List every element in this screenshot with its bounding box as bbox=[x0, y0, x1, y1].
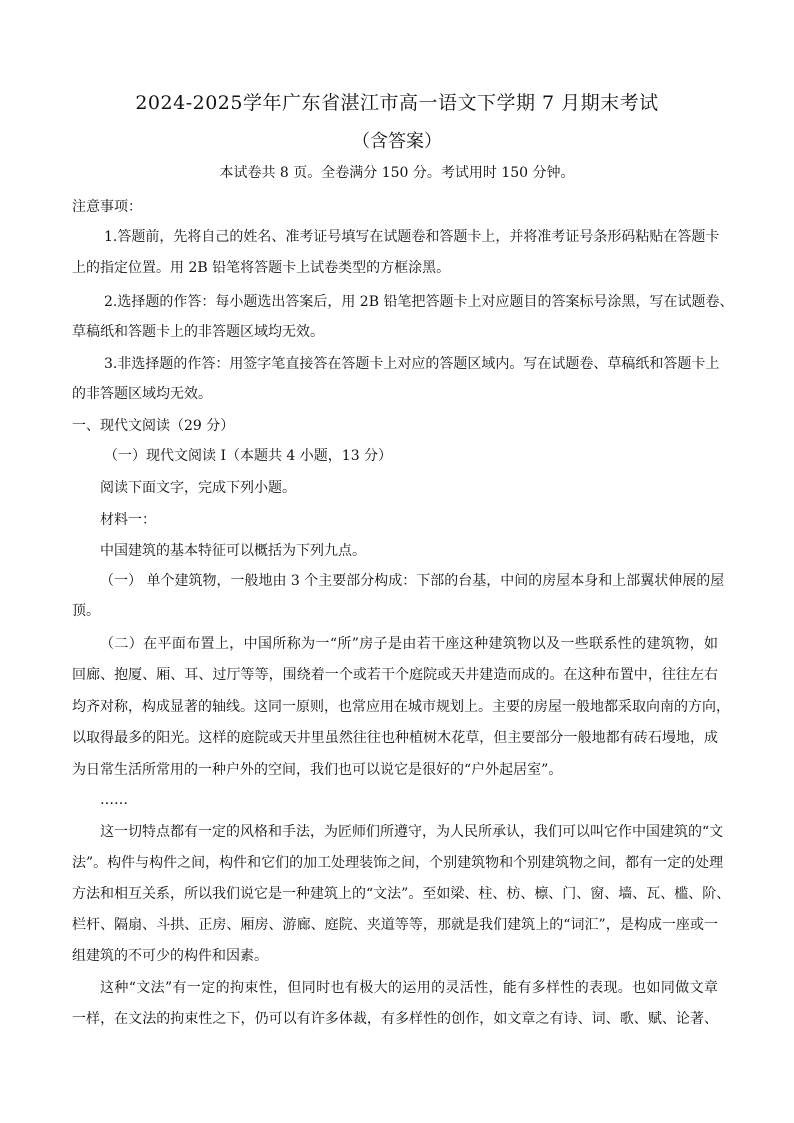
paragraph-cont: 回廊、抱厦、厢、耳、过厅等等，围绕着一个或若干个庭院或天井建造而成的。在这种布置中，往往左右 bbox=[72, 667, 718, 683]
paragraph: （二）在平面布置上，中国所称为一“所”房子是由若干座这种建筑物以及一些联系性的建筑物，如 bbox=[100, 636, 718, 652]
paragraph: 中国建筑的基本特征可以概括为下列九点。 bbox=[100, 543, 366, 559]
section-heading: 一、现代文阅读（29 分） bbox=[72, 418, 235, 434]
paragraph-cont: 组建筑的不可少的构件和因素。 bbox=[72, 948, 268, 964]
paragraph: （一） 单个建筑物，一般地由 3 个主要部分构成：下部的台基，中间的房屋本身和上部翼状伸展的屋 bbox=[100, 573, 725, 589]
paragraph-cont: 以取得最多的阳光。这样的庭院或天井里虽然往往也种植树木花草，但主要部分一般地都有砖石墁地，成 bbox=[72, 730, 718, 746]
notice-item-1-cont: 上的指定位置。用 2B 铅笔将答题卡上试卷类型的方框涂黑。 bbox=[72, 260, 451, 276]
paragraph-cont: 方法和相互关系，所以我们说它是一种建筑上的“文法”。至如梁、柱、枋、檩、门、窗、墙、瓦、槛、阶、 bbox=[72, 886, 731, 902]
paragraph: 这一切特点都有一定的风格和手法，为匠师们所遵守，为人民所承认，我们可以叫它作中国建筑的“文 bbox=[100, 824, 724, 840]
material-label: 材料一： bbox=[100, 512, 156, 528]
paragraph-cont: 为日常生活所常用的一种户外的空间，我们也可以说它是很好的“户外起居室”。 bbox=[72, 762, 563, 778]
paragraph-cont: 顶。 bbox=[72, 603, 100, 619]
paragraph: 这种“文法”有一定的拘束性，但同时也有极大的运用的灵活性，能有多样性的表现。也如同做文章 bbox=[100, 980, 718, 996]
exam-info: 本试卷共 8 页。全卷满分 150 分。考试用时 150 分钟。 bbox=[219, 165, 575, 181]
subsection-heading: （一）现代文阅读 I（本题共 4 小题，13 分） bbox=[104, 448, 393, 464]
notice-item-3: 3.非选择题的作答：用签字笔直接答在答题卡上对应的答题区域内。写在试题卷、草稿纸和答题卡上 bbox=[104, 356, 720, 372]
notice-item-1: 1.答题前，先将自己的姓名、准考证号填写在试题卷和答题卡上，并将准考证号条形码粘贴在答题卡 bbox=[104, 229, 720, 245]
notice-item-2-cont: 草稿纸和答题卡上的非答题区域均无效。 bbox=[72, 324, 324, 340]
ellipsis: …… bbox=[100, 792, 128, 808]
paragraph-cont: 法”。构件与构件之间，构件和它们的加工处理装饰之间，个别建筑物和个别建筑物之间，都有一定的处理 bbox=[72, 855, 724, 871]
paragraph-cont: 栏杆、隔扇、斗拱、正房、厢房、游廊、庭院、夹道等等，那就是我们建筑上的“词汇”，是构成一座或一 bbox=[72, 917, 718, 933]
document-subtitle: （含答案） bbox=[352, 131, 442, 152]
notice-item-3-cont: 的非答题区域均无效。 bbox=[72, 386, 212, 402]
paragraph-cont: 一样，在文法的拘束性之下，仍可以有许多体裁，有多样性的创作，如文章之有诗、词、歌、赋、论著、 bbox=[72, 1011, 718, 1027]
document-title: 2024-2025学年广东省湛江市高一语文下学期 7 月期末考试 bbox=[135, 92, 659, 114]
notice-heading: 注意事项： bbox=[72, 199, 142, 215]
paragraph-cont: 均齐对称，构成显著的轴线。这同一原则，也常应用在城市规划上。主要的房屋一般地都采取向南的方向， bbox=[72, 699, 730, 715]
notice-item-2: 2.选择题的作答：每小题选出答案后，用 2B 铅笔把答题卡上对应题目的答案标号涂黑，写在试题卷、 bbox=[104, 294, 734, 310]
reading-instruction: 阅读下面文字，完成下列小题。 bbox=[100, 480, 296, 496]
